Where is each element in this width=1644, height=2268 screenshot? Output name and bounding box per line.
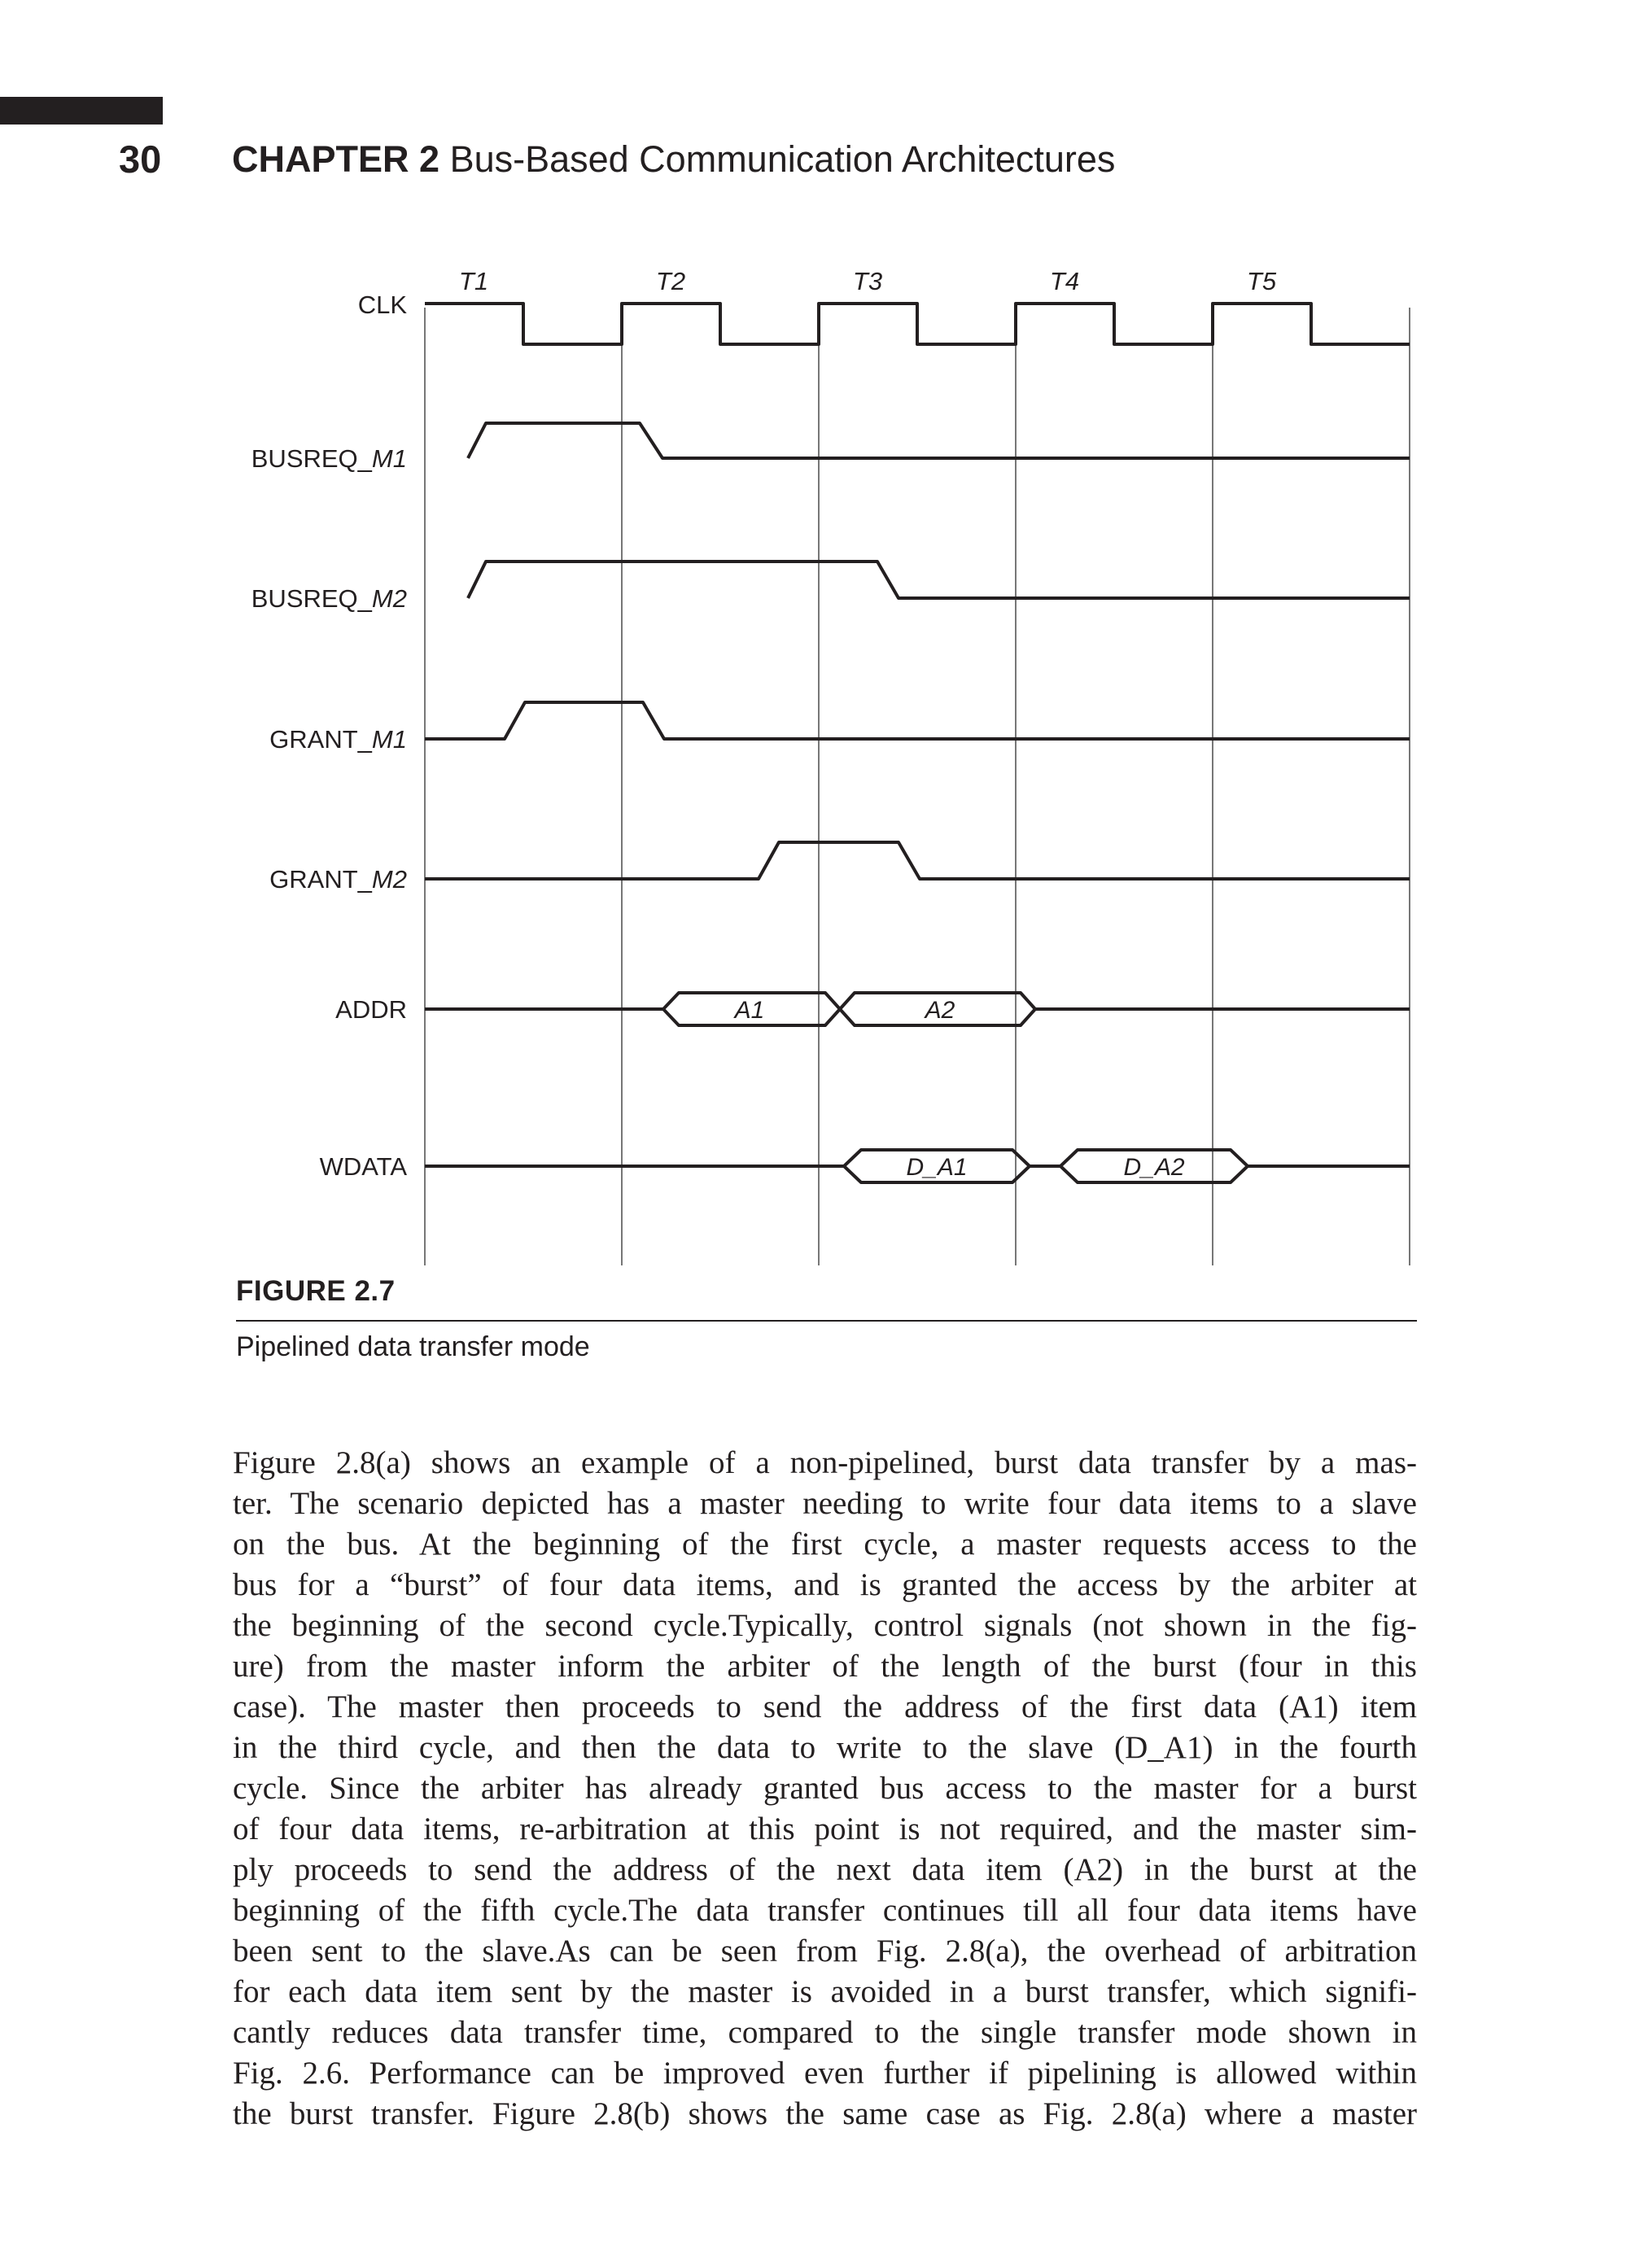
figure-caption: Pipelined data transfer mode xyxy=(236,1331,590,1362)
text-line: Figure 2.8(a) shows an example of a non-pipelined, burst data transfer by a mas- xyxy=(233,1445,1417,1480)
busreq-m2-waveform xyxy=(468,562,1410,598)
text-line: on the bus. At the beginning of the first cycle, a master requests access to the xyxy=(233,1527,1417,1562)
cycle-label-t3: T3 xyxy=(852,267,883,295)
text-line: for each data item sent by the master is avoided in a burst transfer, which signifi- xyxy=(233,1974,1417,2009)
text-line: ply proceeds to send the address of the next data item (A2) in the burst at the xyxy=(233,1852,1417,1887)
grant-m2-waveform xyxy=(425,842,1410,879)
text-line: case). The master then proceeds to send the address of the first data (A1) item xyxy=(233,1689,1417,1724)
text-line: beginning of the fifth cycle.The data transfer continues till all four data items have xyxy=(233,1893,1417,1928)
timing-diagram xyxy=(0,244,1644,1269)
chapter-title: Bus-Based Communication Architectures xyxy=(449,138,1116,180)
chapter-label: CHAPTER 2 xyxy=(232,138,440,180)
signal-label-clk: CLK xyxy=(357,291,407,319)
clk-waveform xyxy=(425,304,1410,344)
cycle-gridlines xyxy=(425,308,1410,1265)
bus-value-d-a2: D_A2 xyxy=(1123,1154,1185,1181)
signal-label-grant-m1: GRANT_M1 xyxy=(269,725,407,754)
running-head xyxy=(232,137,1115,182)
cycle-label-t2: T2 xyxy=(655,267,686,295)
signal-label-wdata: WDATA xyxy=(319,1152,407,1181)
text-line: Fig. 2.6. Performance can be improved even further if pipelining is allowed within xyxy=(233,2056,1417,2091)
cycle-label-t1: T1 xyxy=(458,267,489,295)
text-line: bus for a “burst” of four data items, and is granted the access by the arbiter at xyxy=(233,1567,1417,1602)
grant-m1-waveform xyxy=(425,702,1410,739)
signal-label-busreq-m1: BUSREQ_M1 xyxy=(251,444,407,473)
bus-value-a1: A1 xyxy=(734,997,765,1024)
header-bar xyxy=(0,97,163,125)
page-number: 30 xyxy=(119,138,162,181)
text-line: cycle. Since the arbiter has already granted bus access to the master for a burst xyxy=(233,1771,1417,1806)
cycle-label-t5: T5 xyxy=(1246,267,1277,295)
bus-value-a2: A2 xyxy=(925,997,955,1024)
figure-caption-rule xyxy=(236,1320,1417,1322)
text-line: the beginning of the second cycle.Typically, control signals (not shown in the fig- xyxy=(233,1608,1417,1643)
text-line: the burst transfer. Figure 2.8(b) shows the same case as Fig. 2.8(a) where a master xyxy=(233,2096,1417,2131)
text-line: ter. The scenario depicted has a master needing to write four data items to a slave xyxy=(233,1486,1417,1521)
figure-label: FIGURE 2.7 xyxy=(236,1275,396,1307)
cycle-label-t4: T4 xyxy=(1049,267,1080,295)
signal-label-addr: ADDR xyxy=(335,995,407,1024)
text-line: been sent to the slave.As can be seen from Fig. 2.8(a), the overhead of arbitration xyxy=(233,1934,1417,1969)
signal-label-grant-m2: GRANT_M2 xyxy=(269,865,407,894)
bus-value-d-a1: D_A1 xyxy=(906,1154,968,1181)
text-line: of four data items, re-arbitration at this point is not required, and the master sim- xyxy=(233,1811,1417,1846)
text-line: cantly reduces data transfer time, compared to the single transfer mode shown in xyxy=(233,2015,1417,2050)
text-line: in the third cycle, and then the data to write to the slave (D_A1) in the fourth xyxy=(233,1730,1417,1765)
signal-label-busreq-m2: BUSREQ_M2 xyxy=(251,584,407,613)
busreq-m1-waveform xyxy=(468,423,1410,458)
body-paragraph xyxy=(233,1443,1417,2135)
text-line: ure) from the master inform the arbiter of the length of the burst (four in this xyxy=(233,1649,1417,1684)
